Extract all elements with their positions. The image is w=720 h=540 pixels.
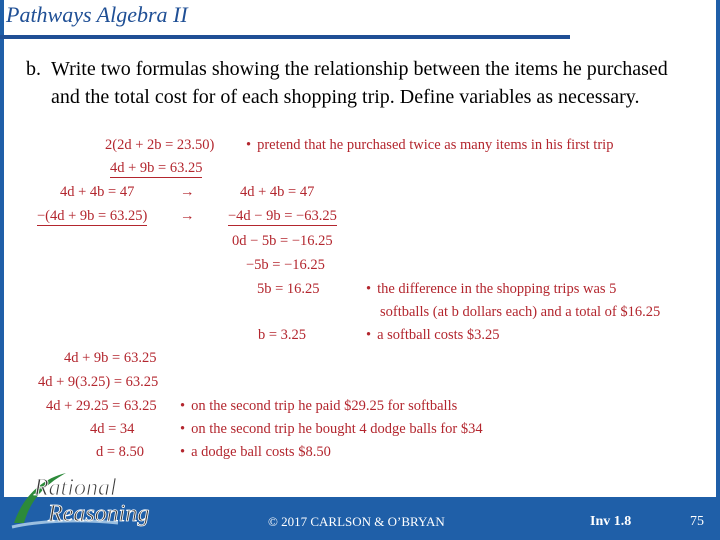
right-equation-1: 4d + 4b = 47	[240, 184, 315, 200]
left-frame-bar	[0, 0, 4, 540]
investigation-label: Inv 1.8	[590, 514, 632, 529]
title-underline	[0, 35, 570, 39]
substitution-equation-1: 4d + 9b = 63.25	[64, 350, 157, 366]
question-prompt	[26, 55, 686, 111]
right-equation-3: 0d − 5b = −16.25	[232, 233, 333, 249]
copyright-text: © 2017 CARLSON & O’BRYAN	[268, 514, 445, 529]
question-marker: b.	[26, 58, 41, 80]
right-equation-4: −5b = −16.25	[246, 257, 325, 273]
substitution-equation-2: 4d + 9(3.25) = 63.25	[38, 374, 159, 390]
solution-line-1: 2(2d + 2b = 23.50)	[105, 137, 215, 153]
logo-line-2: Reasoning	[48, 501, 150, 527]
arrow-2: →	[180, 208, 195, 224]
rational-reasoning-logo	[8, 465, 178, 531]
right-frame-bar	[716, 0, 720, 500]
solution-note-1: • pretend that he purchased twice as many items in his first trip	[246, 137, 613, 154]
substitution-equation-4: 4d = 34	[90, 421, 135, 437]
substitution-equation-5: d = 8.50	[96, 444, 145, 460]
question-text: Write two formulas showing the relationship between the items he purchased and the total cost for of each shopping trip. Define variables as necessary.	[51, 58, 668, 108]
solution-note-3: • a softball costs $3.25	[366, 327, 500, 344]
solution-line-2: 4d + 9b = 63.25	[110, 160, 203, 176]
slide-title: Pathways Algebra II	[6, 2, 188, 27]
page-number: 75	[690, 514, 704, 529]
left-equation-2: −(4d + 9b = 63.25)	[37, 208, 148, 224]
logo-line-1: Rational	[34, 475, 117, 501]
arrow-1: →	[180, 184, 195, 200]
solution-note-2a: • the difference in the shopping trips was 5	[366, 281, 616, 298]
solution-note-5: • on the second trip he bought 4 dodge balls for $34	[180, 421, 483, 438]
right-equation-5: 5b = 16.25	[257, 281, 320, 297]
right-equation-2: −4d − 9b = −63.25	[228, 208, 337, 224]
substitution-equation-3: 4d + 29.25 = 63.25	[46, 398, 157, 414]
left-equation-1: 4d + 4b = 47	[60, 184, 135, 200]
solution-note-6: • a dodge ball costs $8.50	[180, 444, 331, 461]
solution-note-4: • on the second trip he paid $29.25 for softballs	[180, 398, 457, 415]
solution-note-2b: softballs (at b dollars each) and a total of $16.25	[380, 304, 661, 320]
right-equation-6: b = 3.25	[258, 327, 307, 343]
